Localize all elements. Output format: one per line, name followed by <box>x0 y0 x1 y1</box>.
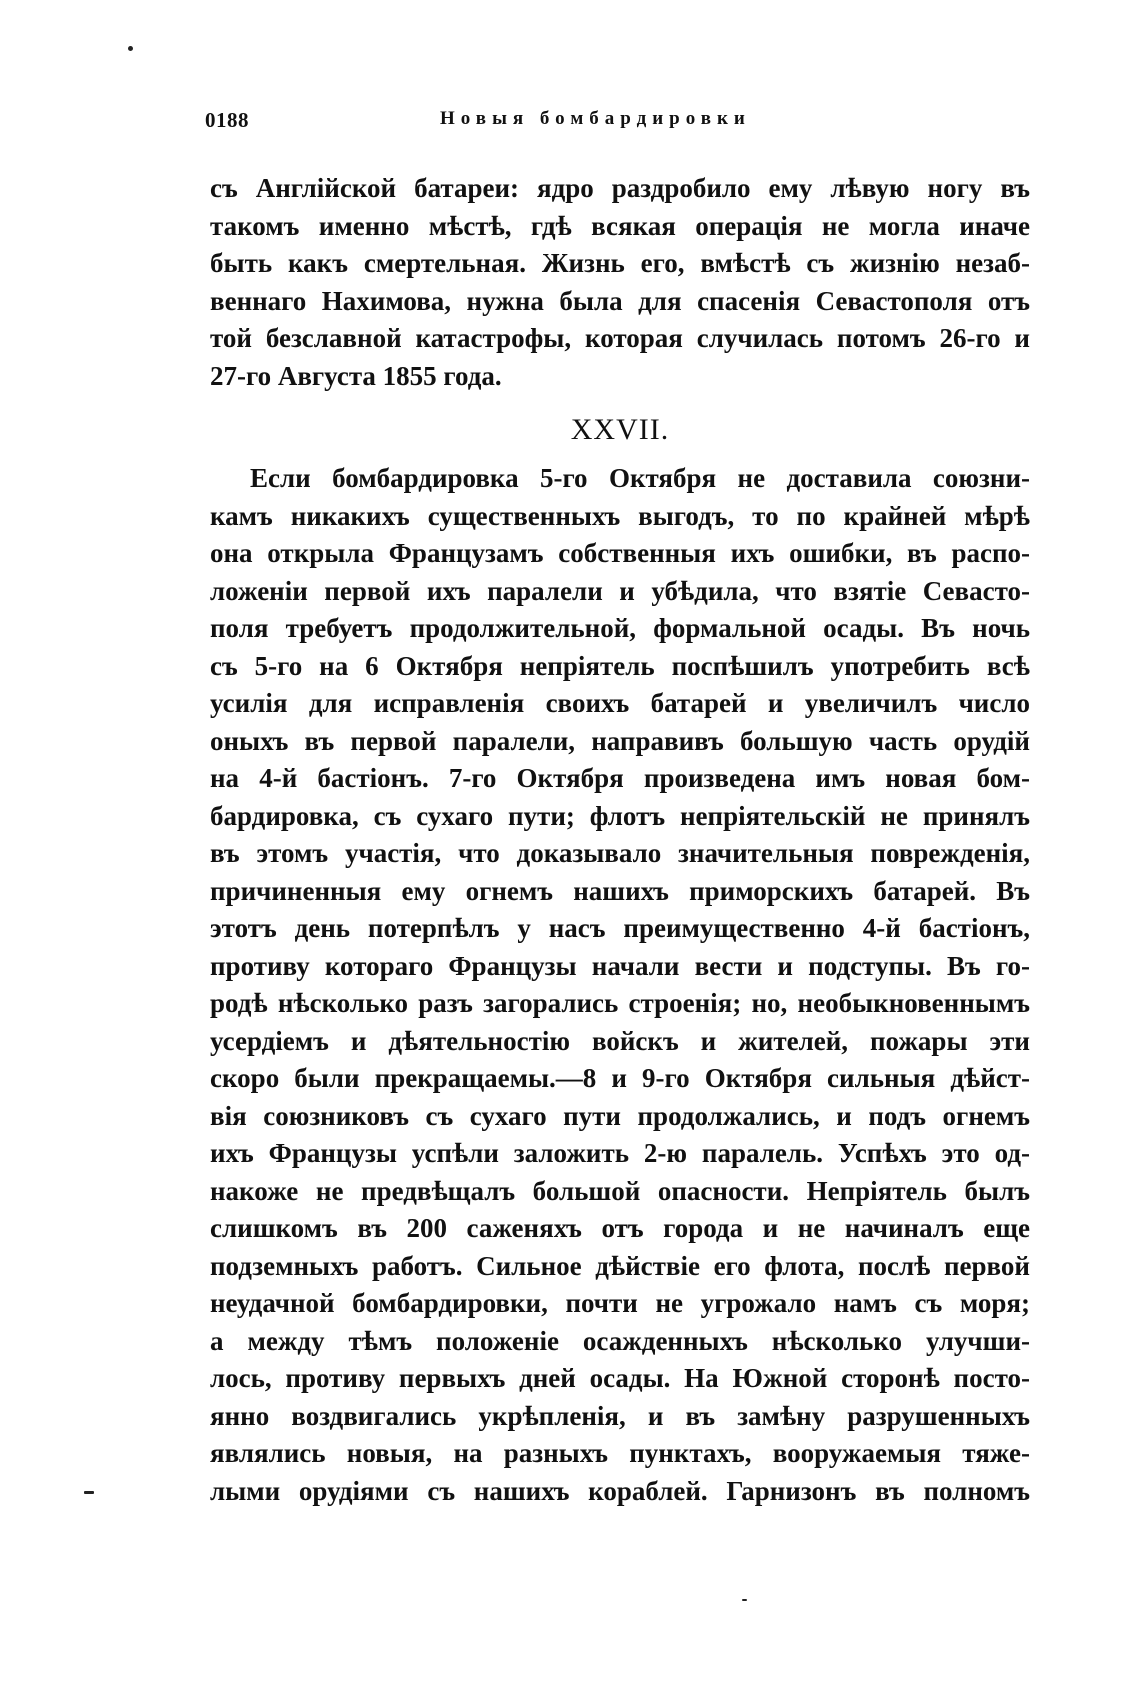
text-line: причиненныя ему огнемъ нашихъ приморскихъ батарей. Въ <box>210 875 1030 906</box>
text-line: съ 5-го на 6 Октября непріятель поспѣшилъ употребить всѣ <box>210 650 1030 681</box>
text-line: Если бомбардировка 5-го Октября не доставила союзни- <box>250 463 1030 493</box>
scan-speck <box>742 1599 747 1601</box>
text-line: неудачной бомбардировки, почти не угрожало намъ съ моря; <box>210 1288 1030 1318</box>
text-line: на 4-й бастіонъ. 7-го Октября произведена имъ новая бом- <box>210 763 1030 793</box>
text-line: такомъ именно мѣстѣ, гдѣ всякая операція не могла иначе <box>210 210 1030 241</box>
text-line: усердіемъ и дѣятельностію войскъ и жителей, пожары эти <box>210 1025 1030 1056</box>
text-line: бардировка, съ сухаго пути; флотъ непріятельскій не принялъ <box>210 800 1030 831</box>
text-line: 27-го Августа 1855 года. <box>210 360 502 391</box>
text-line: противу котораго Французы начали вести и подступы. Въ го- <box>210 950 1030 981</box>
section-paragraph <box>210 460 1030 1510</box>
page-number: 0188 <box>205 108 249 132</box>
text-line: той безславной катастрофы, которая случилась потомъ 26-го и <box>210 323 1030 353</box>
running-title: Новыя бомбардировки <box>440 108 751 129</box>
scan-speck <box>128 46 133 51</box>
text-line: родѣ нѣсколько разъ загорались строенія; но, необыкновеннымъ <box>210 988 1030 1018</box>
text-line: оныхъ въ первой паралели, направивъ большую часть орудій <box>210 725 1030 756</box>
text-line: этотъ день потерпѣлъ у насъ преимущественно 4-й бастіонъ, <box>210 913 1030 943</box>
text-line: являлись новыя, на разныхъ пунктахъ, вооружаемыя тяже- <box>210 1438 1030 1468</box>
text-line: быть какъ смертельная. Жизнь его, вмѣстѣ съ жизнію незаб- <box>210 248 1030 278</box>
text-line: въ этомъ участія, что доказывало значительныя поврежденія, <box>210 838 1030 868</box>
section-heading: XXVII. <box>570 413 670 446</box>
text-line: съ Англійской батареи: ядро раздробило ему лѣвую ногу въ <box>210 173 1030 203</box>
text-line: усилія для исправленія своихъ батарей и увеличилъ число <box>210 688 1030 718</box>
text-line: ихъ Французы успѣли заложить 2-ю паралель. Успѣхъ это од- <box>210 1138 1030 1168</box>
text-line: подземныхъ работъ. Сильное дѣйствіе его флота, послѣ первой <box>210 1250 1030 1281</box>
text-line: янно воздвигались укрѣпленія, и въ замѣну разрушенныхъ <box>210 1400 1030 1431</box>
text-line: веннаго Нахимова, нужна была для спасенія Севастополя отъ <box>210 285 1030 316</box>
scan-speck <box>84 1491 94 1494</box>
page-header <box>205 108 1025 138</box>
text-line: а между тѣмъ положеніе осажденныхъ нѣсколько улучши- <box>210 1325 1030 1356</box>
text-line: камъ никакихъ существенныхъ выгодъ, то по крайней мѣрѣ <box>210 500 1030 531</box>
text-line: лыми орудіями съ нашихъ кораблей. Гарнизонъ въ полномъ <box>210 1475 1030 1506</box>
text-line: вія союзниковъ съ сухаго пути продолжались, и подъ огнемъ <box>210 1100 1030 1131</box>
text-line: поля требуетъ продолжительной, формальной осады. Въ ночь <box>210 613 1030 643</box>
text-line: накоже не предвѣщалъ большой опасности. Непріятель былъ <box>210 1175 1030 1206</box>
text-line: она открыла Французамъ собственныя ихъ ошибки, въ распо- <box>210 538 1030 568</box>
text-line: лось, противу первыхъ дней осады. На Южной сторонѣ посто- <box>210 1363 1030 1393</box>
text-line: слишкомъ въ 200 саженяхъ отъ города и не начиналъ еще <box>210 1213 1030 1243</box>
continued-paragraph <box>210 170 1030 395</box>
text-line: ложеніи первой ихъ паралели и убѣдила, что взятіе Севасто- <box>210 575 1030 606</box>
text-line: скоро были прекращаемы.—8 и 9-го Октября сильныя дѣйст- <box>210 1063 1030 1093</box>
